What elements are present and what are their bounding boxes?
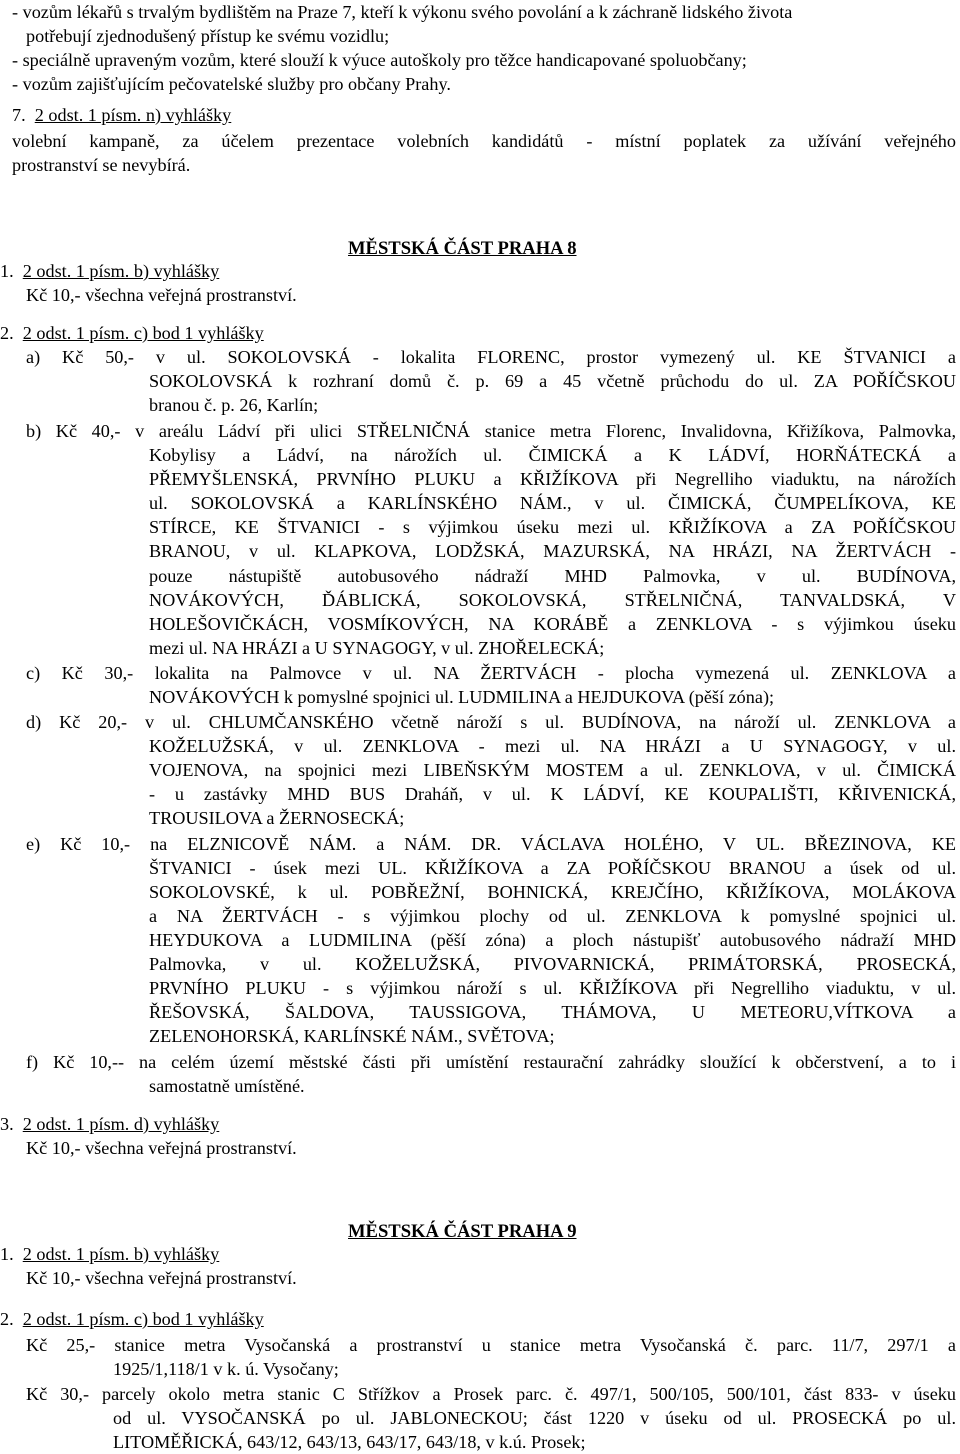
p8-section-3-text: Kč 10,- všechna veřejná prostranství. bbox=[26, 1138, 297, 1158]
item-a-line1: a) Kč 50,- v ul. SOKOLOVSKÁ - lokalita FLORENC, prostor vymezený ul. KE ŠTVANICI a bbox=[26, 347, 956, 367]
item-e-line1: e) Kč 10,- na ELZNICOVĚ NÁM. a NÁM. DR. VÁCLAVA HOLÉHO, V UL. BŘEZINOVA, KE bbox=[26, 834, 956, 854]
p8-section-1-text: Kč 10,- všechna veřejná prostranství. bbox=[26, 285, 297, 305]
section-7-number: 7. 2 odst. 1 písm. n) vyhlášky bbox=[12, 105, 232, 125]
item-b-line4: ul. SOKOLOVSKÁ a KARLÍNSKÉHO NÁM., v ul. ČIMICKÁ, ČUMPELÍKOVA, KE bbox=[149, 493, 956, 513]
item-e-line5: HEYDUKOVA a LUDMILINA (pěší zóna) a ploch nástupišť autobusového nádraží MHD bbox=[149, 930, 956, 950]
p8-section-3-reference: 2 odst. 1 písm. d) vyhlášky bbox=[22, 1114, 220, 1134]
p9-item-30-line3: LITOMĚŘICKÁ, 643/12, 643/13, 643/17, 643/18, v k.ú. Prosek; bbox=[113, 1432, 586, 1452]
p9-item-25-line1: Kč 25,- stanice metra Vysočanská a prostranství u stanice metra Vysočanská č. parc. 11/7, 297/1 a bbox=[26, 1335, 956, 1355]
item-b-line9: HOLEŠOVIČKÁCH, VOSMÍKOVÝCH, NA KORÁBĚ a ZENKLOVA - s výjimkou úseku bbox=[149, 614, 956, 634]
item-d-line4: - u zastávky MHD BUS Draháň, v ul. K LÁDVÍ, KE KOUPALIŠTI, KŘIVENICKÁ, bbox=[149, 784, 956, 804]
p8-section-2-reference: 2 odst. 1 písm. c) bod 1 vyhlášky bbox=[22, 323, 264, 343]
item-b-line3: PŘEMYŠLENSKÁ, PRVNÍHO PLUKU a KŘIŽÍKOVA při Negrelliho viaduktu, na nárožích bbox=[149, 469, 956, 489]
item-c-line2: NOVÁKOVÝCH k pomyslné spojnici ul. LUDMILINA a HEJDUKOVA (pěší zóna); bbox=[149, 687, 775, 707]
section-7-text-line1: volební kampaně, za účelem prezentace volebních kandidátů - místní poplatek za užívání veřejného bbox=[12, 131, 956, 151]
item-f-line1: f) Kč 10,-- na celém území městské části při umístění restaurační zahrádky sloužící k občerstvení, a to i bbox=[26, 1052, 956, 1072]
item-f-line2: samostatně umístěné. bbox=[149, 1076, 305, 1096]
item-a-line2: SOKOLOVSKÁ k rozhraní domů č. p. 69 a 45 včetně průchodu do ul. ZA POŘÍČSKOU bbox=[149, 371, 956, 391]
item-d-line3: VOJENOVA, na spojnici mezi LIBEŇSKÝM MOSTEM a ul. ZENKLOVA, v ul. ČIMICKÁ bbox=[149, 760, 956, 780]
item-e-line2: ŠTVANICI - úsek mezi UL. KŘIŽÍKOVA a ZA POŘÍČSKOU BRANOU a úsek od ul. bbox=[149, 858, 956, 878]
item-c-line1: c) Kč 30,- lokalita na Palmovce v ul. NA ŽERTVÁCH - plocha vymezená ul. ZENKLOVA a bbox=[26, 663, 956, 683]
item-d-line1: d) Kč 20,- v ul. CHLUMČANSKÉHO včetně nároží s ul. BUDÍNOVA, na nároží ul. ZENKLOVA a bbox=[26, 712, 956, 732]
item-a-line3: branou č. p. 26, Karlín; bbox=[149, 395, 319, 415]
heading-praha-8: MĚSTSKÁ ČÁST PRAHA 8 bbox=[348, 238, 577, 259]
item-e-line9: ZELENOHORSKÁ, KARLÍNSKÉ NÁM., SVĚTOVA; bbox=[149, 1026, 555, 1046]
item-e-line3: SOKOLOVSKÉ, k ul. POBŘEŽNÍ, BOHNICKÁ, KREJČÍHO, KŘIŽÍKOVA, MOLÁKOVA bbox=[149, 882, 956, 902]
p9-section-1-number: 1. 2 odst. 1 písm. b) vyhlášky bbox=[0, 1244, 220, 1264]
p8-section-1-reference: 2 odst. 1 písm. b) vyhlášky bbox=[22, 261, 220, 281]
p9-item-25-line2: 1925/1,118/1 v k. ú. Vysočany; bbox=[113, 1359, 339, 1379]
bullet-doctors-line1: - vozům lékařů s trvalým bydlištěm na Praze 7, kteří k výkonu svého povolání a k záchraně lidského života bbox=[12, 2, 793, 22]
item-b-line6: BRANOU, v ul. KLAPKOVA, LODŽSKÁ, MAZURSKÁ, NA HRÁZI, NA ŽERTVÁCH - bbox=[149, 541, 956, 561]
item-d-line5: TROUSILOVA a ŽERNOSECKÁ; bbox=[149, 808, 405, 828]
section-7-reference: 2 odst. 1 písm. n) vyhlášky bbox=[34, 105, 232, 125]
bullet-driving-school: - speciálně upraveným vozům, které slouží k výuce autoškoly pro těžce handicapované spoluobčany; bbox=[12, 50, 747, 70]
p9-section-1-reference: 2 odst. 1 písm. b) vyhlášky bbox=[22, 1244, 220, 1264]
p9-section-2-number: 2. 2 odst. 1 písm. c) bod 1 vyhlášky bbox=[0, 1309, 264, 1329]
section-7-text-line2: prostranství se nevybírá. bbox=[12, 155, 191, 175]
item-b-line10: mezi ul. NA HRÁZI a U SYNAGOGY, v ul. ZHOŘELECKÁ; bbox=[149, 638, 605, 658]
p8-section-3-number: 3. 2 odst. 1 písm. d) vyhlášky bbox=[0, 1114, 220, 1134]
item-b-line2: Kobylisy a Ládví, na nárožích ul. ČIMICKÁ a K LÁDVÍ, HORŇÁTECKÁ a bbox=[149, 445, 956, 465]
item-e-line4: a NA ŽERTVÁCH - s výjimkou plochy od ul. ZENKLOVA k pomyslné spojnici ul. bbox=[149, 906, 956, 926]
p8-section-2-number: 2. 2 odst. 1 písm. c) bod 1 vyhlášky bbox=[0, 323, 264, 343]
bullet-doctors-line2: potřebují zjednodušený přístup ke svému vozidlu; bbox=[26, 26, 390, 46]
p9-item-30-line2: od ul. VYSOČANSKÁ po ul. JABLONECKOU; část 1220 v úseku od ul. PROSECKÁ po ul. bbox=[113, 1408, 956, 1428]
p9-section-1-text: Kč 10,- všechna veřejná prostranství. bbox=[26, 1268, 297, 1288]
bullet-care-services: - vozům zajišťujícím pečovatelské služby pro občany Prahy. bbox=[12, 74, 451, 94]
heading-praha-9: MĚSTSKÁ ČÁST PRAHA 9 bbox=[348, 1221, 577, 1242]
item-b-line5: STÍRCE, KE ŠTVANICI - s výjimkou úseku mezi ul. KŘIŽÍKOVA a ZA POŘÍČSKOU bbox=[149, 517, 956, 537]
item-e-line6: Palmovka, v ul. KOŽELUŽSKÁ, PIVOVARNICKÁ, PRIMÁTORSKÁ, PROSECKÁ, bbox=[149, 954, 956, 974]
item-e-line8: ŘEŠOVSKÁ, ŠALDOVA, TAUSSIGOVA, THÁMOVA, U METEORU,VÍTKOVA a bbox=[149, 1002, 956, 1022]
p8-section-1-number: 1. 2 odst. 1 písm. b) vyhlášky bbox=[0, 261, 220, 281]
item-b-line1: b) Kč 40,- v areálu Ládví při ulici STŘELNIČNÁ stanice metra Florenc, Invalidovna, Křižíkova, Palmovka, bbox=[26, 421, 956, 441]
item-b-line7: pouze nástupiště autobusového nádraží MHD Palmovka, v ul. BUDÍNOVA, bbox=[149, 566, 956, 586]
p9-item-30-line1: Kč 30,- parcely okolo metra stanic C Střížkov a Prosek parc. č. 497/1, 500/105, 500/101, část 833- v úseku bbox=[26, 1384, 956, 1404]
item-e-line7: PRVNÍHO PLUKU - s výjimkou nároží s ul. KŘIŽÍKOVA při Negrelliho viaduktu, v ul. bbox=[149, 978, 956, 998]
item-b-line8: NOVÁKOVÝCH, ĎÁBLICKÁ, SOKOLOVSKÁ, STŘELNIČNÁ, TANVALDSKÁ, V bbox=[149, 590, 956, 610]
p9-section-2-reference: 2 odst. 1 písm. c) bod 1 vyhlášky bbox=[22, 1309, 264, 1329]
item-d-line2: KOŽELUŽSKÁ, v ul. ZENKLOVA - mezi ul. NA HRÁZI a U SYNAGOGY, v ul. bbox=[149, 736, 956, 756]
